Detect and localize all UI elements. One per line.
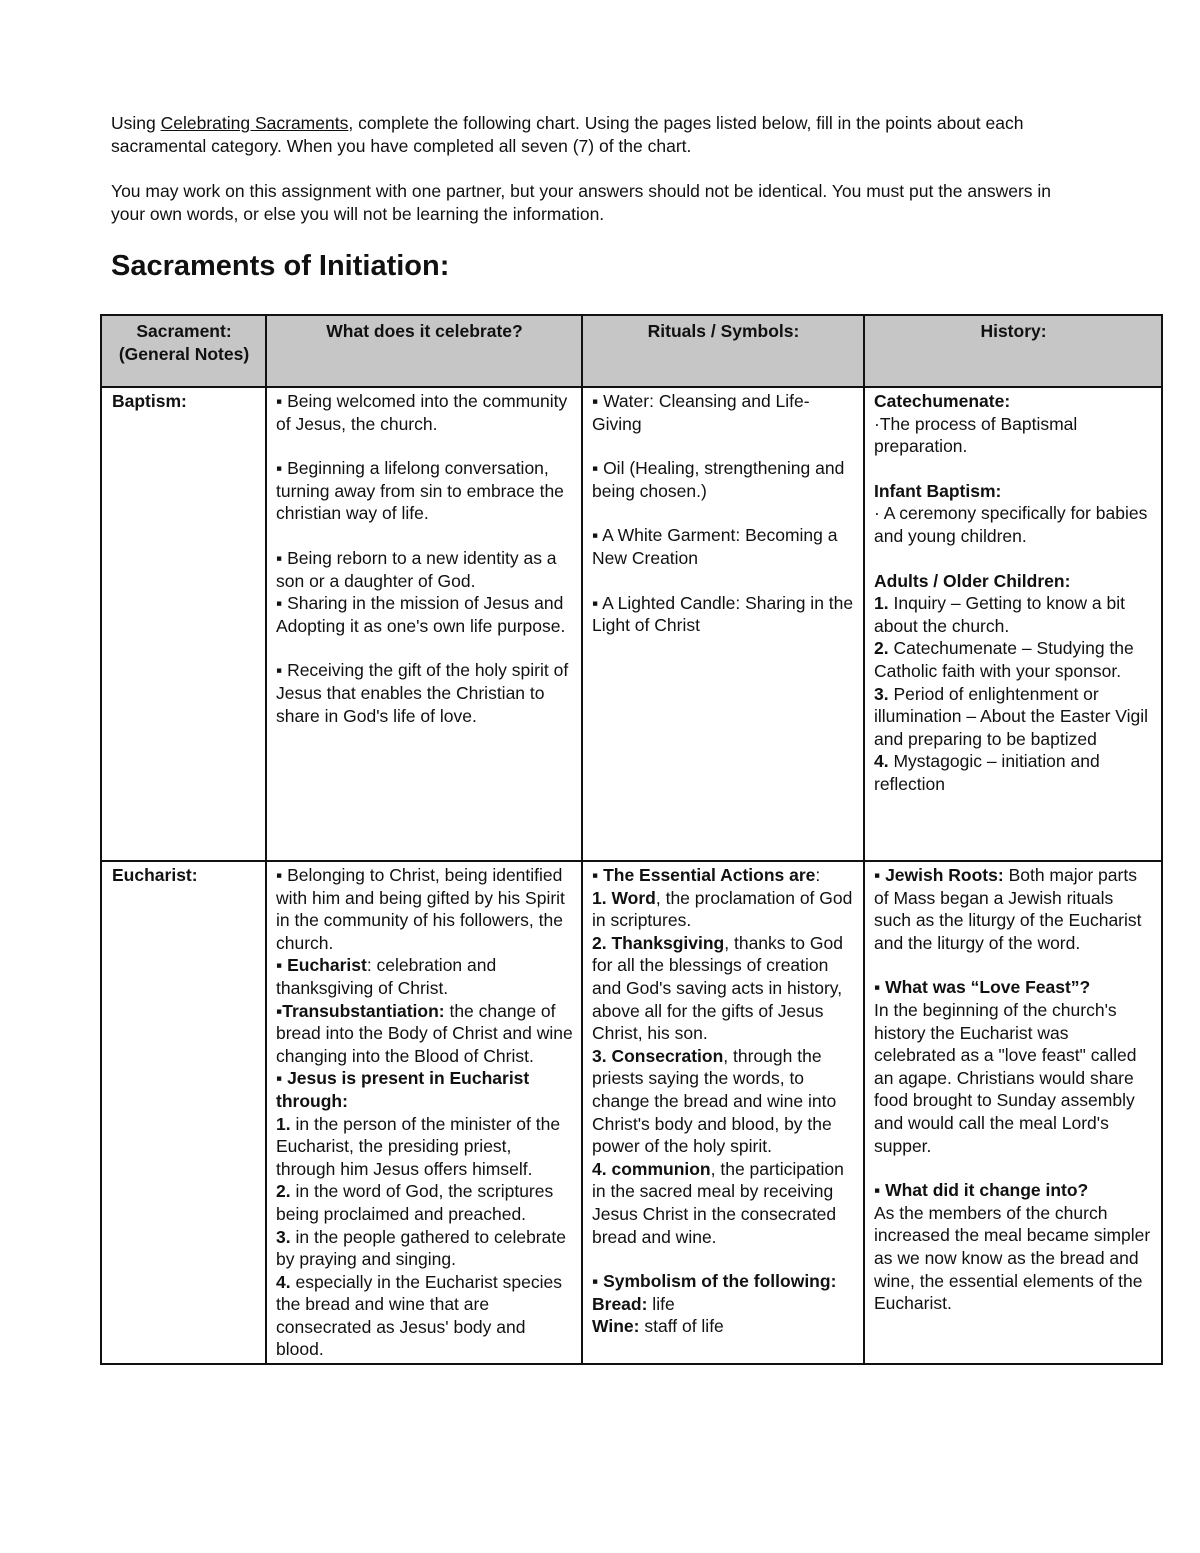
table-row-eucharist (101, 861, 1162, 1364)
list-item: 2. Catechumenate – Studying the Catholic faith with your sponsor. (874, 638, 1134, 681)
list-item: 3. in the people gathered to celebrate by praying and singing. (276, 1226, 566, 1270)
eucharist-rituals: ▪ The Essential Actions are: 1. Word, the proclamation of God in scriptures. 2. Thanksgiving, thanks to God for all the blessings of creation and God's saving acts in history, above all for the gifts of Jesus Christ, his son. 3. Consecration, through the priests saying the words, to change the bread and wine into Christ's body and blood, by the power of the holy spirit. 4. communion, the participation in the sacred meal by receiving Jesus Christ in the consecrated bread and wine. ▪ Symbolism of the following: Bread: life Wine: staff of life (582, 861, 864, 1364)
instructions-paragraph-2: You may work on this assignment with one partner, but your answers should not be identical. You must put the answers in your own words, or else you will not be learning the information. (111, 181, 1052, 224)
baptism-name: Baptism: (101, 387, 266, 861)
eucharist-history: ▪ Jewish Roots: Both major parts of Mass began a Jewish rituals such as the liturgy of the Eucharist and the liturgy of the word. ▪ What was “Love Feast”? In the beginning of the church's history the Eucharist was celebrated as a "love feast" called an agape. Christians would share food brought to Sunday assembly and would call the meal Lord's supper. ▪ What did it change into? As the members of the church increased the meal became simpler as we now know as the bread and wine, the essential elements of the Eucharist. (864, 861, 1162, 1364)
list-item: 1. Word, the proclamation of God in scriptures. (592, 887, 853, 931)
list-item: 2. Thanksgiving, thanks to God for all the blessings of creation and God's saving acts in history, above all for the gifts of Jesus Christ, his son. (592, 932, 843, 1044)
list-item: 4. Mystagogic – initiation and reflection (874, 751, 1100, 794)
list-item: 4. especially in the Eucharist species the bread and wine that are consecrated as Jesus' body and blood. (276, 1271, 562, 1360)
baptism-rituals: ▪ Water: Cleansing and Life-Giving ▪ Oil (Healing, strengthening and being chosen.) ▪ A White Garment: Becoming a New Creation ▪ A Lighted Candle: Sharing in the Light of Christ (582, 387, 864, 861)
header-row (101, 315, 1162, 387)
header-history: History: (864, 315, 1162, 387)
baptism-celebrate: ▪ Being welcomed into the community of Jesus, the church. ▪ Beginning a lifelong conversation, turning away from sin to embrace the christian way of life. ▪ Being reborn to a new identity as a son or a daughter of God. ▪ Sharing in the mission of Jesus and Adopting it as one's own life purpose. ▪ Receiving the gift of the holy spirit of Jesus that enables the Christian to share in God's life of love. (266, 387, 582, 861)
header-celebrate: What does it celebrate? (266, 315, 582, 387)
header-sacrament: Sacrament: (General Notes) (101, 315, 266, 387)
baptism-history: Catechumenate: ·The process of Baptismal preparation. Infant Baptism: · A ceremony specifically for babies and young children. Adults / Older Children: 1. Inquiry – Getting to know a bit about the church. 2. Catechumenate – Studying the Catholic faith with your sponsor. 3. Period of enlightenment or illumination – About the Easter Vigil and preparing to be baptized 4. Mystagogic – initiation and reflection (864, 387, 1162, 861)
instructions (111, 112, 1071, 248)
list-item: 4. communion, the participation in the sacred meal by receiving Jesus Christ in the consecrated bread and wine. (592, 1158, 844, 1247)
eucharist-name: Eucharist: (101, 861, 266, 1364)
list-item: 2. in the word of God, the scriptures being proclaimed and preached. (276, 1181, 554, 1224)
sacraments-chart (100, 314, 1163, 1365)
table-row-baptism (101, 387, 1162, 861)
header-rituals: Rituals / Symbols: (582, 315, 864, 387)
list-item: 3. Consecration, through the priests saying the words, to change the bread and wine into Christ's body and blood, by the power of the holy spirit. (592, 1045, 837, 1157)
section-title: Sacraments of Initiation: (111, 250, 450, 282)
list-item: 1. Inquiry – Getting to know a bit about the church. (874, 593, 1125, 636)
list-item: 3. Period of enlightenment or illumination – About the Easter Vigil and preparing to be baptized (874, 683, 1149, 749)
book-title: Celebrating Sacraments (160, 113, 349, 133)
eucharist-celebrate: ▪ Belonging to Christ, being identified with him and being gifted by his Spirit in the community of his followers, the church. ▪ Eucharist: celebration and thanksgiving of Christ. ▪Transubstantiation: the change of bread into the Body of Christ and wine changing into the Blood of Christ. ▪ Jesus is present in Eucharist through: 1. in the person of the minister of the Eucharist, the presiding priest, through him Jesus offers himself. 2. in the word of God, the scriptures being proclaimed and preached. 3. in the people gathered to celebrate by praying and singing. 4. especially in the Eucharist species the bread and wine that are consecrated as Jesus' body and blood. (266, 861, 582, 1364)
list-item: 1. in the person of the minister of the Eucharist, the presiding priest, through him Jesus offers himself. (276, 1113, 561, 1179)
instructions-paragraph-1: Using Celebrating Sacraments, complete the following chart. Using the pages listed below, fill in the points about each sacramental category. When you have completed all seven (7) of the chart. (111, 113, 1024, 156)
